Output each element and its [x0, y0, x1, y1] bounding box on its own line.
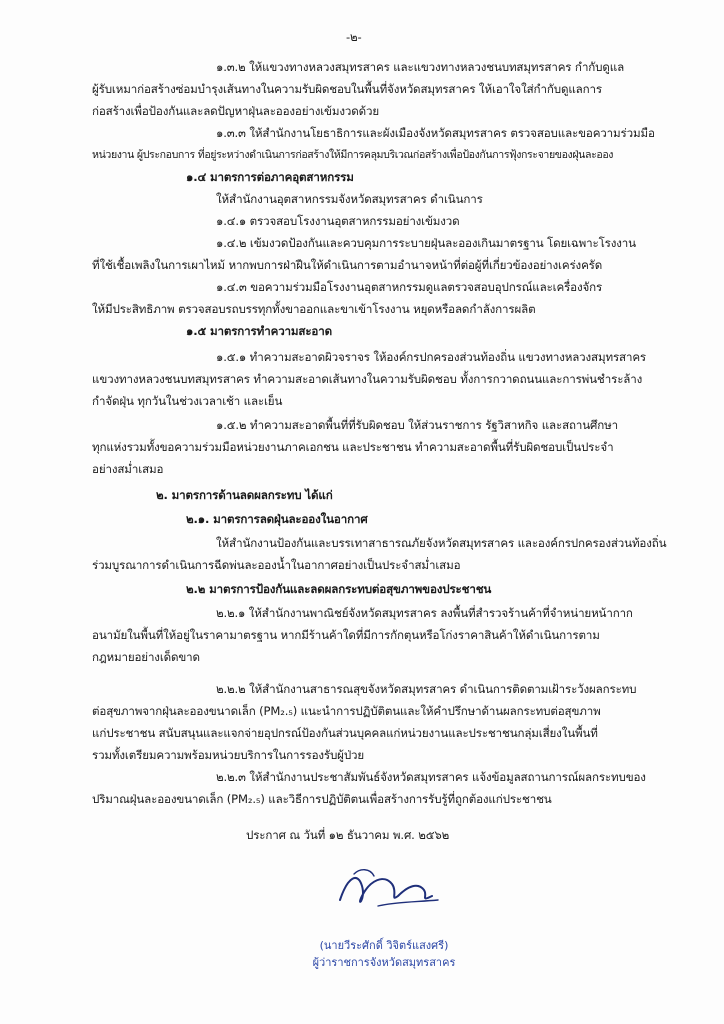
- paragraph-line: อนามัยในพื้นที่ให้อยู่ในราคามาตรฐาน หากมีร้านค้าใดที่มีการกักตุนหรือโก่งราคาสินค้าให้ดำเนินการตาม: [92, 628, 600, 642]
- section-heading: ๒. มาตรการด้านลดผลกระทบ ได้แก่: [156, 488, 333, 502]
- paragraph-line: แก่ประชาชน สนับสนุนและแจกจ่ายอุปกรณ์ป้องกันส่วนบุคคลแก่หน่วยงานและประชาชนกลุ่มเสี่ยงในพื้นที่: [92, 726, 598, 740]
- signer-name: (นายวีระศักดิ์ วิจิตร์แสงศรี): [319, 939, 449, 952]
- paragraph-line: ๑.๕.๑ ทำความสะอาดผิวจราจร ให้องค์กรปกครองส่วนท้องถิ่น แขวงทางหลวงสมุทรสาคร: [216, 350, 646, 364]
- announcement-date: ประกาศ ณ วันที่ ๑๒ ธันวาคม พ.ศ. ๒๕๖๒: [246, 828, 450, 842]
- paragraph-line: ให้มีประสิทธิภาพ ตรวจสอบรถบรรทุกทั้งขาออกและขาเข้าโรงงาน หยุดหรือลดกำลังการผลิต: [92, 302, 536, 316]
- paragraph-line: รวมทั้งเตรียมความพร้อมหน่วยบริการในการรองรับผู้ป่วย: [92, 748, 365, 762]
- paragraph-line: ๑.๓.๓ ให้สำนักงานโยธาธิการและผังเมืองจังหวัดสมุทรสาคร ตรวจสอบและขอความร่วมมือ: [216, 126, 655, 140]
- page-number: -๒-: [346, 30, 362, 44]
- signer-title: ผู้ว่าราชการจังหวัดสมุทรสาคร: [312, 956, 456, 969]
- section-heading: ๒.๒ มาตรการป้องกันและลดผลกระทบต่อสุขภาพของประชาชน: [186, 582, 492, 596]
- section-heading: ๒.๑. มาตรการลดฝุ่นละอองในอากาศ: [186, 512, 368, 526]
- paragraph-line: ๒.๒.๑ ให้สำนักงานพาณิชย์จังหวัดสมุทรสาคร ลงพื้นที่สำรวจร้านค้าที่จำหน่ายหน้ากาก: [216, 606, 633, 620]
- paragraph-line: ที่ใช้เชื้อเพลิงในการเผาไหม้ หากพบการฝ่าฝืนให้ดำเนินการตามอำนาจหน้าที่ต่อผู้ที่เกี่ยวข้องอย่างเคร่งครัด: [92, 258, 603, 272]
- paragraph-line: หน่วยงาน ผู้ประกอบการ ที่อยู่ระหว่างดำเนินการก่อสร้างให้มีการคลุมบริเวณก่อสร้างเพื่อป้องกันการฟุ้งกระจายของฝุ่นละออง: [92, 149, 614, 161]
- paragraph-line: ๒.๒.๓ ให้สำนักงานประชาสัมพันธ์จังหวัดสมุทรสาคร แจ้งข้อมูลสถานการณ์ผลกระทบของ: [216, 770, 646, 784]
- paragraph-line: อย่างสม่ำเสมอ: [92, 462, 164, 476]
- section-heading: ๑.๔ มาตรการต่อภาคอุตสาหกรรม: [186, 170, 354, 184]
- paragraph-line: ๑.๕.๒ ทำความสะอาดพื้นที่ที่รับผิดชอบ ให้ส่วนราชการ รัฐวิสาหกิจ และสถานศึกษา: [216, 418, 618, 432]
- paragraph-line: กฎหมายอย่างเด็ดขาด: [92, 650, 200, 664]
- handwritten-signature: [300, 856, 468, 920]
- paragraph-line: แขวงทางหลวงชนบทสมุทรสาคร ทำความสะอาดเส้นทางในความรับผิดชอบ ทั้งการกวาดถนนและการพ่นชำระล้าง: [92, 372, 643, 386]
- paragraph-line: ๑.๔.๓ ขอความร่วมมือโรงงานอุตสาหกรรมดูแลตรวจสอบอุปกรณ์และเครื่องจักร: [216, 280, 603, 294]
- paragraph-line: ให้สำนักงานป้องกันและบรรเทาสาธารณภัยจังหวัดสมุทรสาคร และองค์กรปกครองส่วนท้องถิ่น: [216, 536, 667, 550]
- paragraph-line: ต่อสุขภาพจากฝุ่นละอองขนาดเล็ก (PM₂.₅) แนะนำการปฏิบัติตนและให้คำปรึกษาด้านผลกระทบต่อสุขภาพ: [92, 704, 601, 718]
- paragraph-line: ปริมาณฝุ่นละอองขนาดเล็ก (PM₂.₅) และวิธีการปฏิบัติตนเพื่อสร้างการรับรู้ที่ถูกต้องแก่ประชาชน: [92, 792, 552, 806]
- paragraph-line: กำจัดฝุ่น ทุกวันในช่วงเวลาเช้า และเย็น: [92, 394, 283, 408]
- paragraph-line: ให้สำนักงานอุตสาหกรรมจังหวัดสมุทรสาคร ดำเนินการ: [216, 192, 483, 206]
- paragraph-line: ๒.๒.๒ ให้สำนักงานสาธารณสุขจังหวัดสมุทรสาคร ดำเนินการติดตามเฝ้าระวังผลกระทบ: [216, 682, 637, 696]
- paragraph-line: ๑.๔.๒ เข้มงวดป้องกันและควบคุมการระบายฝุ่นละอองเกินมาตรฐาน โดยเฉพาะโรงงาน: [216, 236, 636, 250]
- paragraph-line: ๑.๔.๑ ตรวจสอบโรงงานอุตสาหกรรมอย่างเข้มงวด: [216, 214, 460, 228]
- paragraph-line: ทุกแห่งรวมทั้งขอความร่วมมือหน่วยงานภาคเอกชน และประชาชน ทำความสะอาดพื้นที่รับผิดชอบเป็นประจำ: [92, 440, 614, 454]
- paragraph-line: ผู้รับเหมาก่อสร้างซ่อมบำรุงเส้นทางในความรับผิดชอบในพื้นที่จังหวัดสมุทรสาคร ให้เอาใจใส่กำกับดูแลการ: [92, 82, 602, 96]
- signature-block: [300, 856, 468, 969]
- paragraph-line: ๑.๓.๒ ให้แขวงทางหลวงสมุทรสาคร และแขวงทางหลวงชนบทสมุทรสาคร กำกับดูแล: [216, 60, 625, 74]
- section-heading: ๑.๕ มาตรการทำความสะอาด: [186, 324, 332, 338]
- paragraph-line: ร่วมบูรณาการดำเนินการฉีดพ่นละอองน้ำในอากาศอย่างเป็นประจำสม่ำเสมอ: [92, 558, 461, 572]
- paragraph-line: ก่อสร้างเพื่อป้องกันและลดปัญหาฝุ่นละอองอย่างเข้มงวดด้วย: [92, 104, 379, 118]
